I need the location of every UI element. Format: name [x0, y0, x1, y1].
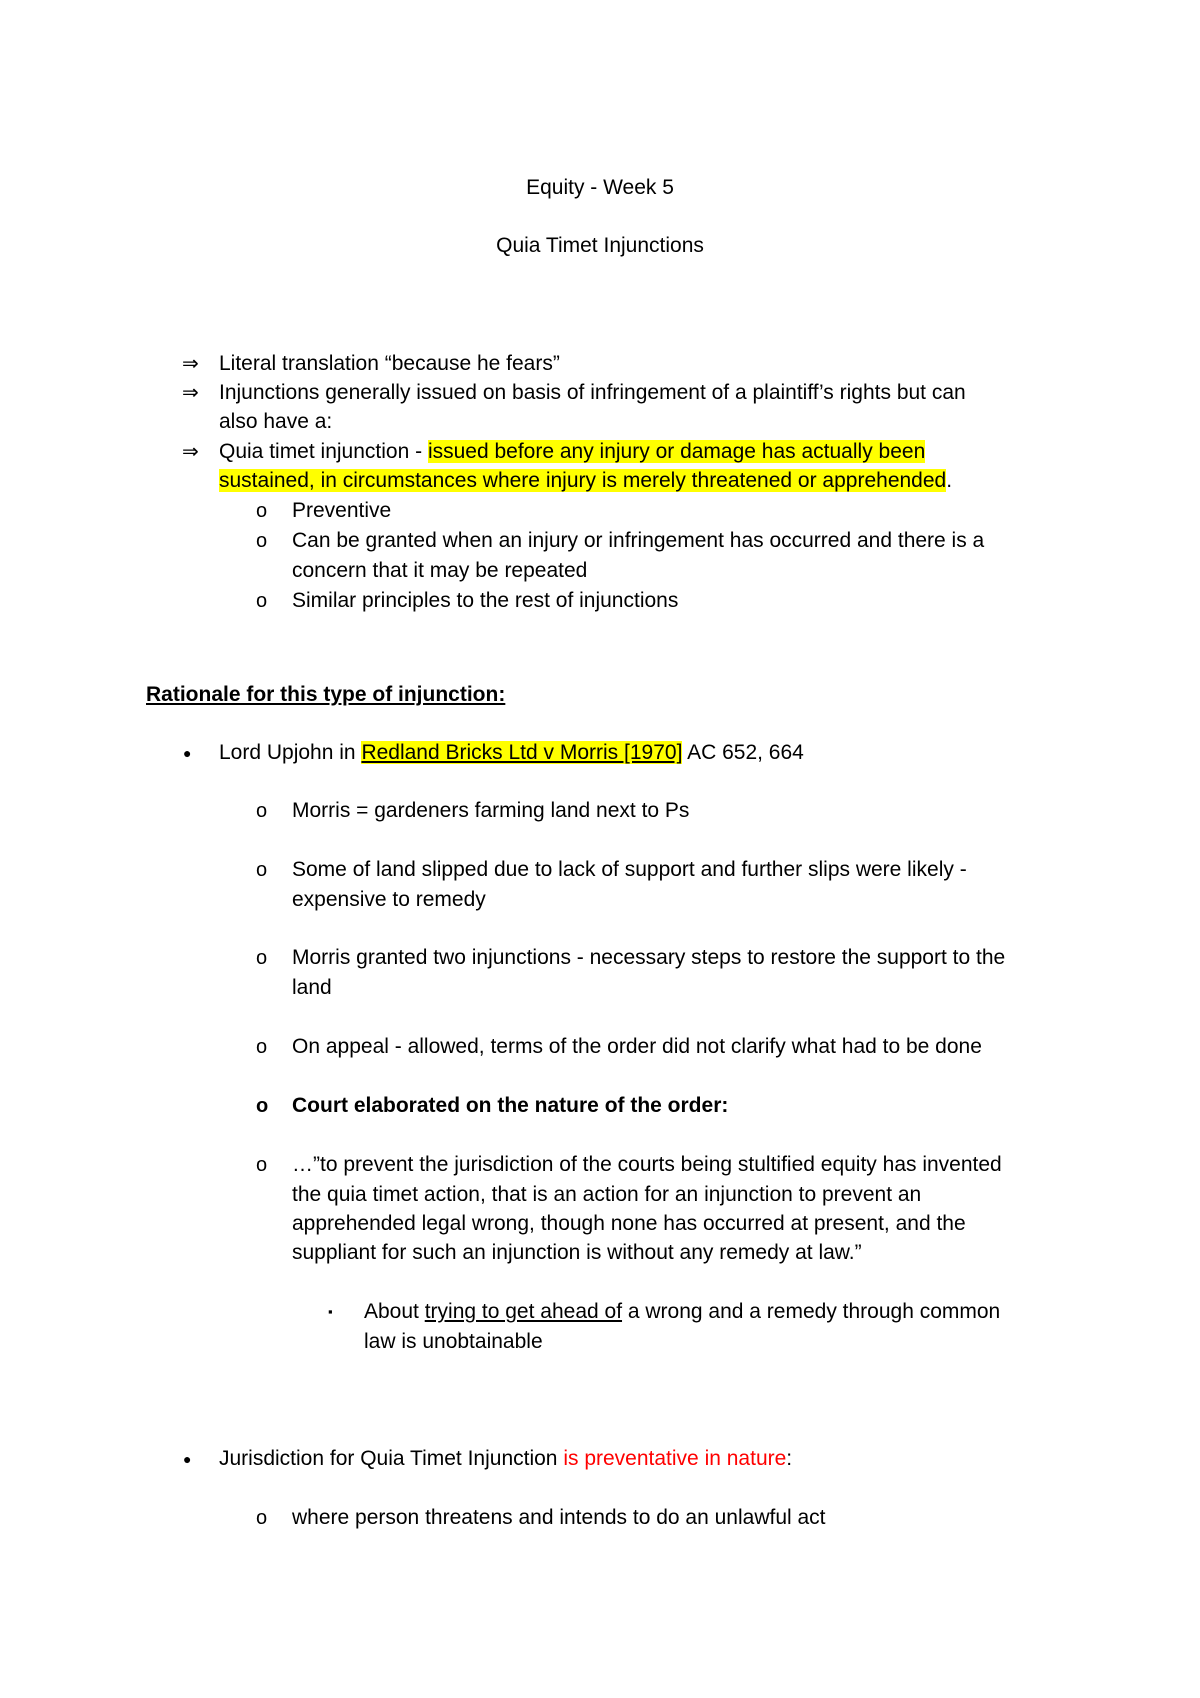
intro-item-quia-timet-line2 [219, 467, 952, 495]
circle-bullet-icon: o [256, 859, 268, 881]
circle-bullet-icon: o [256, 1095, 269, 1117]
subitem-similar: Similar principles to the rest of injunctions [292, 589, 679, 612]
round-bullet-icon: ● [183, 745, 192, 761]
circle-bullet-icon: o [256, 500, 268, 522]
arrow-bullet-icon: ⇒ [182, 353, 199, 375]
intro-item-injunctions-line1: Injunctions generally issued on basis of infringement of a plaintiff’s rights but can [219, 381, 966, 404]
case-suffix: AC 652, 664 [682, 741, 804, 764]
quote-line4: suppliant for such an injunction is without any remedy at law.” [292, 1241, 862, 1264]
arrow-bullet-icon: ⇒ [182, 441, 199, 463]
jurisdiction-point-threatens: where person threatens and intends to do an unlawful act [292, 1506, 826, 1529]
subpoint-ahead-line2: law is unobtainable [364, 1330, 543, 1353]
circle-bullet-icon: o [256, 590, 268, 612]
point-on-appeal: On appeal - allowed, terms of the order did not clarify what had to be done [292, 1035, 982, 1058]
circle-bullet-icon: o [256, 800, 268, 822]
jurisdiction-prefix: Jurisdiction for Quia Timet Injunction [219, 1447, 564, 1470]
square-bullet-icon: ▪ [328, 1304, 333, 1319]
subpoint-prefix: About [364, 1300, 425, 1323]
highlight-definition-part2: sustained, in circumstances where injury is merely threatened or apprehended [219, 469, 947, 492]
document-subtitle: Quia Timet Injunctions [496, 234, 704, 257]
point-court-elaborated: Court elaborated on the nature of the order: [292, 1094, 729, 1117]
arrow-bullet-icon: ⇒ [182, 382, 199, 404]
quia-timet-lead: Quia timet injunction - [219, 440, 428, 463]
case-name-highlight: Redland Bricks Ltd v Morris [1970] [361, 741, 683, 764]
quote-line2: the quia timet action, that is an action for an injunction to prevent an [292, 1183, 922, 1206]
point-land-slipped-line2: expensive to remedy [292, 888, 486, 911]
circle-bullet-icon: o [256, 530, 268, 552]
subpoint-suffix: a wrong and a remedy through common [622, 1300, 1001, 1323]
point-two-injunctions-line2: land [292, 976, 332, 999]
point-morris-gardeners: Morris = gardeners farming land next to Ps [292, 799, 690, 822]
circle-bullet-icon: o [256, 1154, 268, 1176]
document-title: Equity - Week 5 [526, 176, 674, 199]
jurisdiction-suffix: : [786, 1447, 793, 1470]
subitem-preventive: Preventive [292, 499, 392, 522]
case-prefix: Lord Upjohn in [219, 741, 362, 764]
circle-bullet-icon: o [256, 947, 268, 969]
jurisdiction-statement [219, 1445, 792, 1473]
circle-bullet-icon: o [256, 1507, 268, 1529]
subpoint-underlined: trying to get ahead of [424, 1300, 623, 1323]
jurisdiction-red-text: is preventative in nature [563, 1447, 787, 1470]
intro-item-quia-timet-line1 [219, 438, 925, 466]
highlight-definition-part1: issued before any injury or damage has actually been [427, 440, 926, 463]
section-heading-rationale: Rationale for this type of injunction: [146, 683, 506, 706]
quote-line3: apprehended legal wrong, though none has occurred at present, and the [292, 1212, 966, 1235]
intro-item-injunctions-line2: also have a: [219, 410, 333, 433]
subpoint-ahead-line1 [364, 1298, 1000, 1326]
subitem-granted-line2: concern that it may be repeated [292, 559, 588, 582]
circle-bullet-icon: o [256, 1036, 268, 1058]
definition-tail: . [946, 469, 953, 492]
round-bullet-icon: ● [183, 1451, 192, 1467]
point-land-slipped-line1: Some of land slipped due to lack of support and further slips were likely - [292, 858, 967, 881]
quote-line1: …”to prevent the jurisdiction of the courts being stultified equity has invented [292, 1153, 1002, 1176]
point-two-injunctions-line1: Morris granted two injunctions - necessary steps to restore the support to the [292, 946, 1006, 969]
case-citation [219, 739, 804, 767]
subitem-granted-line1: Can be granted when an injury or infringement has occurred and there is a [292, 529, 985, 552]
intro-item-translation: Literal translation “because he fears” [219, 352, 560, 375]
